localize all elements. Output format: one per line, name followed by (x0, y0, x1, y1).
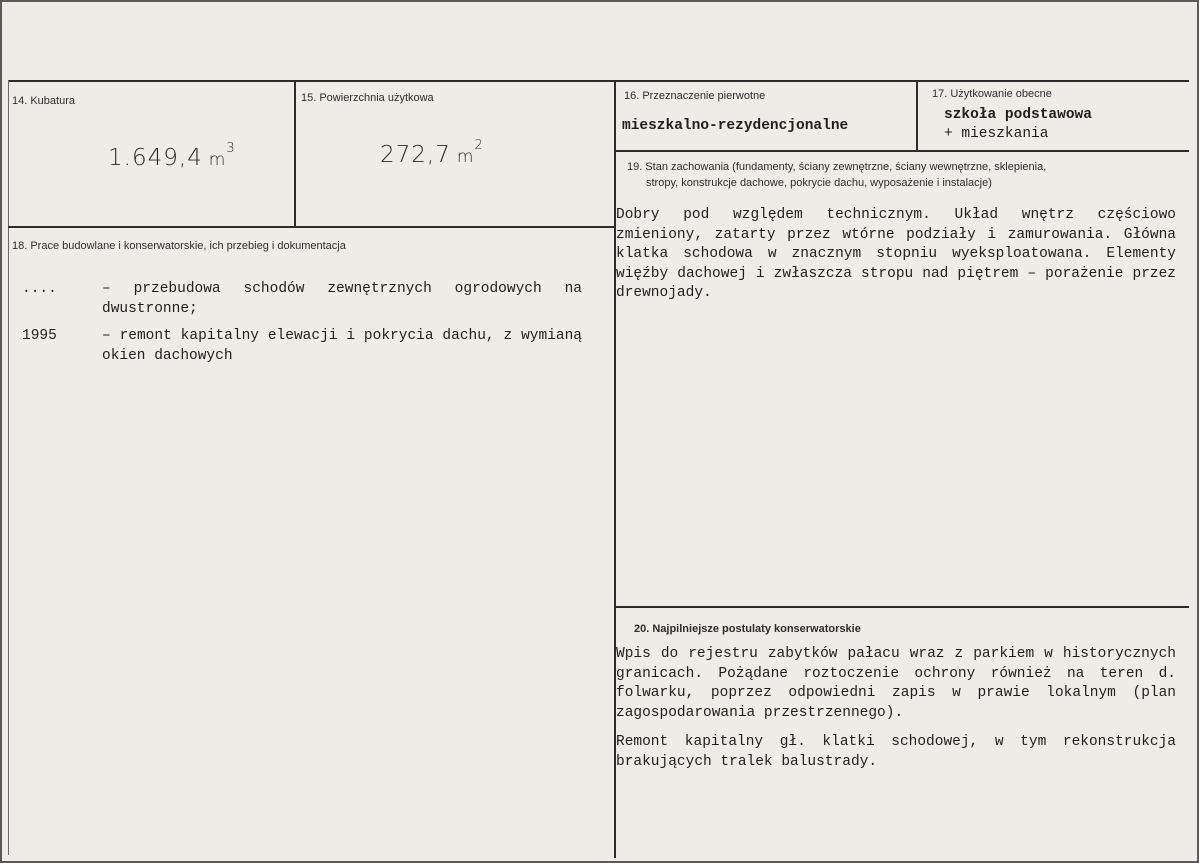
powierzchnia-number: 272,7 (380, 142, 451, 168)
kubatura-unit: m (208, 150, 227, 170)
field20-paragraph: Remont kapitalny gł. klatki schodowej, w tym rekonstrukcja brakujących tralek balustrady. (616, 734, 1176, 770)
divider-14-15 (294, 82, 296, 228)
left-rule (8, 80, 9, 855)
field20-text (616, 645, 1176, 772)
field16-value: mieszkalno-rezydencjonalne (622, 118, 849, 134)
powierzchnia-exponent: 2 (474, 138, 484, 154)
field19-label-line2: stropy, konstrukcje dachowe, pokrycie dachu, wyposażenie i instalacje) (646, 177, 992, 189)
field17-line2: + mieszkania (944, 126, 1049, 142)
field18-entries (22, 280, 582, 366)
field19-label-line1: 19. Stan zachowania (fundamenty, ściany zewnętrzne, ściany wewnętrzne, sklepienia, (627, 161, 1047, 173)
entry-year: .... (22, 281, 57, 297)
field16-label: 16. Przeznaczenie pierwotne (624, 90, 766, 102)
field17-line1: szkoła podstawowa (944, 107, 1092, 123)
kubatura-number: 1.649,4 (108, 145, 203, 171)
rule-under-14-15 (8, 226, 614, 228)
field14-label: 14. Kubatura (12, 95, 75, 107)
field18-entry (22, 327, 582, 366)
entry-year: 1995 (22, 328, 57, 344)
field17-label: 17. Użytkowanie obecne (932, 88, 1052, 100)
entry-text: – przebudowa schodów zewnętrznych ogrodowych na dwustronne; (102, 281, 582, 317)
field19-text: Dobry pod względem technicznym. Układ wnętrz częściowo zmieniony, zatarty przez wtórne podziały i zamurowania. Główna klatka schodowa w znacznym stopniu wyeksploatowana. Elementy więźby dachowej i zwłaszcza stropu nad piętrem – porażenie przez drewnojady. (616, 207, 1176, 301)
divider-16-17 (916, 82, 918, 152)
rule-above-20 (616, 606, 1189, 608)
powierzchnia-unit: m (456, 147, 475, 167)
top-rule (8, 80, 1189, 82)
entry-text: – remont kapitalny elewacji i pokrycia dachu, z wymianą okien dachowych (102, 328, 582, 364)
field20-label: 20. Najpilniejsze postulaty konserwatorskie (634, 623, 861, 635)
field14-value (108, 141, 236, 171)
field18-entry (22, 280, 582, 319)
rule-under-16-17 (616, 150, 1189, 152)
field15-label: 15. Powierzchnia użytkowa (301, 92, 434, 104)
field18-label: 18. Prace budowlane i konserwatorskie, ich przebieg i dokumentacja (12, 240, 346, 252)
field20-paragraph: Wpis do rejestru zabytków pałacu wraz z parkiem w historycznych granicach. Pożądane roztoczenie ochrony również na teren d. folwarku, poprzez odpowiedni zapis w prawie lokalnym (plan zagospodarowania przestrzennego). (616, 646, 1176, 721)
kubatura-exponent: 3 (226, 141, 236, 157)
field15-value (380, 138, 484, 168)
